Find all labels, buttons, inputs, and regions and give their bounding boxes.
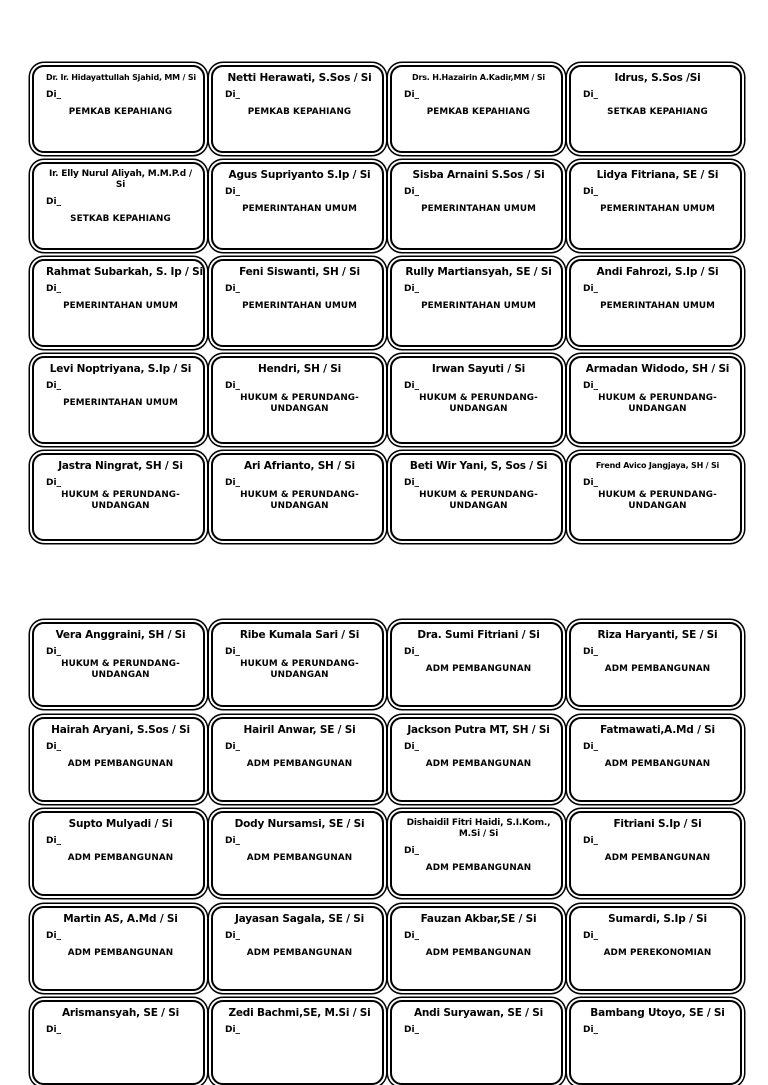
di-prefix: Di_ bbox=[46, 381, 62, 391]
recipient-department: PEMERINTAHAN UMUM bbox=[421, 301, 536, 311]
recipient-name: Rahmat Subarkah, S. Ip / Si bbox=[46, 266, 203, 278]
di-prefix: Di_ bbox=[225, 90, 241, 100]
di-prefix: Di_ bbox=[46, 1025, 62, 1035]
recipient-name: Supto Mulyadi / Si bbox=[68, 818, 173, 830]
address-label bbox=[390, 811, 563, 896]
address-label bbox=[32, 356, 205, 444]
recipient-name: Rully Martiansyah, SE / Si bbox=[405, 266, 552, 278]
di-prefix: Di_ bbox=[583, 930, 599, 941]
di-prefix: Di_ bbox=[225, 381, 241, 391]
address-label bbox=[211, 259, 384, 347]
di-prefix: Di_ bbox=[583, 90, 599, 100]
recipient-department: HUKUM & PERUNDANG-UNDANGAN bbox=[240, 659, 359, 680]
recipient-name: Beti Wir Yani, S, Sos / Si bbox=[409, 460, 548, 472]
address-label bbox=[211, 356, 384, 444]
address-label bbox=[32, 811, 205, 896]
di-prefix: Di_ bbox=[583, 478, 599, 488]
address-label bbox=[32, 259, 205, 347]
recipient-department: HUKUM & PERUNDANG-UNDANGAN bbox=[419, 393, 538, 414]
recipient-name: Lidya Fitriana, SE / Si bbox=[596, 169, 719, 181]
address-label bbox=[390, 162, 563, 250]
di-prefix: Di_ bbox=[404, 1025, 420, 1035]
di-prefix: Di_ bbox=[404, 90, 420, 100]
address-label bbox=[32, 622, 205, 707]
recipient-name: Frend Avico Jangjaya, SH / Si bbox=[595, 461, 720, 470]
di-prefix: Di_ bbox=[46, 197, 62, 207]
di-prefix: Di_ bbox=[46, 478, 62, 488]
recipient-department: ADM PEMBANGUNAN bbox=[425, 758, 532, 769]
di-prefix: Di_ bbox=[583, 741, 599, 752]
di-prefix: Di_ bbox=[404, 187, 420, 197]
recipient-name: Arismansyah, SE / Si bbox=[62, 1007, 179, 1019]
recipient-department: ADM PEMBANGUNAN bbox=[246, 758, 353, 769]
recipient-name: Irwan Sayuti / Si bbox=[431, 363, 526, 375]
di-prefix: Di_ bbox=[46, 647, 62, 657]
recipient-name: Levi Noptriyana, S.Ip / Si bbox=[49, 363, 192, 375]
address-label bbox=[32, 453, 205, 541]
recipient-department: ADM PEMBANGUNAN bbox=[604, 758, 711, 769]
di-prefix: Di_ bbox=[225, 647, 241, 657]
recipient-department: HUKUM & PERUNDANG-UNDANGAN bbox=[240, 490, 359, 511]
recipient-department: PEMERINTAHAN UMUM bbox=[421, 204, 536, 214]
di-prefix: Di_ bbox=[46, 930, 62, 941]
recipient-name: Dody Nursamsi, SE / Si bbox=[234, 818, 365, 830]
recipient-name: Fatmawati,A.Md / Si bbox=[600, 723, 715, 736]
recipient-name: Dra. Sumi Fitriani / Si bbox=[417, 629, 540, 641]
recipient-department: PEMERINTAHAN UMUM bbox=[600, 301, 715, 311]
recipient-name: Ir. Elly Nurul Aliyah, M.M.P.d / Si bbox=[49, 169, 192, 190]
recipient-department: ADM PEMBANGUNAN bbox=[604, 853, 711, 863]
di-prefix: Di_ bbox=[583, 836, 599, 846]
recipient-name: Fitriani S.Ip / Si bbox=[613, 818, 702, 830]
di-prefix: Di_ bbox=[225, 187, 241, 197]
di-prefix: Di_ bbox=[46, 284, 62, 294]
recipient-department: ADM PEMBANGUNAN bbox=[604, 664, 711, 674]
di-prefix: Di_ bbox=[225, 478, 241, 488]
recipient-name: Drs. H.Hazairin A.Kadir,MM / Si bbox=[412, 73, 545, 82]
address-label bbox=[32, 162, 205, 250]
label-sheet-bottom bbox=[32, 622, 742, 1085]
recipient-department: SETKAB KEPAHIANG bbox=[607, 107, 708, 117]
recipient-name: Fauzan Akbar,SE / Si bbox=[420, 912, 537, 925]
label-grid bbox=[32, 65, 742, 541]
address-label bbox=[569, 622, 742, 707]
recipient-department: PEMERINTAHAN UMUM bbox=[63, 398, 178, 408]
di-prefix: Di_ bbox=[404, 846, 420, 856]
di-prefix: Di_ bbox=[404, 647, 420, 657]
recipient-department: PEMERINTAHAN UMUM bbox=[242, 204, 357, 214]
address-label bbox=[211, 162, 384, 250]
address-label bbox=[569, 811, 742, 896]
address-label bbox=[390, 65, 563, 153]
recipient-department: HUKUM & PERUNDANG-UNDANGAN bbox=[419, 490, 538, 511]
recipient-name: Agus Supriyanto S.Ip / Si bbox=[228, 169, 371, 181]
address-label bbox=[569, 259, 742, 347]
recipient-department: ADM PEMBANGUNAN bbox=[425, 664, 532, 674]
recipient-name: Zedi Bachmi,SE, M.Si / Si bbox=[228, 1007, 371, 1019]
address-label bbox=[390, 1000, 563, 1085]
address-label bbox=[569, 65, 742, 153]
label-grid bbox=[32, 622, 742, 1085]
address-label bbox=[569, 1000, 742, 1085]
address-label bbox=[211, 1000, 384, 1085]
di-prefix: Di_ bbox=[225, 284, 241, 294]
di-prefix: Di_ bbox=[583, 284, 599, 294]
address-label bbox=[32, 717, 205, 802]
recipient-department: HUKUM & PERUNDANG-UNDANGAN bbox=[61, 490, 180, 511]
address-label bbox=[390, 259, 563, 347]
recipient-department: HUKUM & PERUNDANG-UNDANGAN bbox=[598, 490, 717, 511]
address-label bbox=[569, 717, 742, 802]
di-prefix: Di_ bbox=[583, 187, 599, 197]
address-label bbox=[211, 906, 384, 991]
recipient-name: Riza Haryanti, SE / Si bbox=[597, 629, 718, 641]
address-label bbox=[390, 356, 563, 444]
address-label bbox=[211, 453, 384, 541]
recipient-name: Netti Herawati, S.Sos / Si bbox=[227, 72, 372, 84]
recipient-name: Dishaidil Fitri Haidi, S.I.Kom., M.Si / Si bbox=[406, 818, 551, 839]
di-prefix: Di_ bbox=[404, 741, 420, 752]
di-prefix: Di_ bbox=[404, 478, 420, 488]
di-prefix: Di_ bbox=[583, 1025, 599, 1035]
recipient-name: Ribe Kumala Sari / Si bbox=[239, 629, 360, 641]
address-label bbox=[32, 906, 205, 991]
di-prefix: Di_ bbox=[583, 381, 599, 391]
address-label bbox=[211, 811, 384, 896]
recipient-name: Jackson Putra MT, SH / Si bbox=[407, 723, 550, 736]
recipient-department: ADM PEREKONOMIAN bbox=[603, 947, 712, 958]
address-label bbox=[569, 356, 742, 444]
recipient-department: ADM PEMBANGUNAN bbox=[425, 947, 532, 958]
address-label bbox=[32, 65, 205, 153]
di-prefix: Di_ bbox=[225, 741, 241, 752]
recipient-department: PEMERINTAHAN UMUM bbox=[242, 301, 357, 311]
recipient-name: Andi Fahrozi, S.Ip / Si bbox=[596, 266, 719, 278]
recipient-name: Feni Siswanti, SH / Si bbox=[239, 266, 360, 278]
recipient-name: Ari Afrianto, SH / Si bbox=[244, 460, 355, 472]
address-label bbox=[390, 453, 563, 541]
recipient-name: Idrus, S.Sos /Si bbox=[614, 72, 701, 84]
recipient-name: Hairah Aryani, S.Sos / Si bbox=[51, 723, 190, 736]
recipient-name: Armadan Widodo, SH / Si bbox=[585, 363, 730, 375]
address-label bbox=[390, 717, 563, 802]
recipient-department: SETKAB KEPAHIANG bbox=[70, 214, 171, 224]
recipient-name: Vera Anggraini, SH / Si bbox=[55, 629, 186, 641]
di-prefix: Di_ bbox=[404, 284, 420, 294]
recipient-department: ADM PEMBANGUNAN bbox=[67, 947, 174, 958]
recipient-name: Bambang Utoyo, SE / Si bbox=[590, 1007, 725, 1019]
address-label bbox=[569, 453, 742, 541]
address-label bbox=[569, 906, 742, 991]
address-label bbox=[211, 717, 384, 802]
di-prefix: Di_ bbox=[404, 381, 420, 391]
di-prefix: Di_ bbox=[404, 930, 420, 941]
recipient-name: Jayasan Sagala, SE / Si bbox=[234, 912, 365, 925]
recipient-name: Andi Suryawan, SE / Si bbox=[413, 1007, 544, 1019]
recipient-name: Hendri, SH / Si bbox=[258, 363, 341, 375]
di-prefix: Di_ bbox=[225, 930, 241, 941]
recipient-department: ADM PEMBANGUNAN bbox=[67, 853, 174, 863]
address-label bbox=[390, 622, 563, 707]
label-sheet-top bbox=[32, 65, 742, 541]
recipient-department: ADM PEMBANGUNAN bbox=[67, 758, 174, 769]
recipient-department: ADM PEMBANGUNAN bbox=[246, 853, 353, 863]
recipient-department: PEMERINTAHAN UMUM bbox=[63, 301, 178, 311]
recipient-department: ADM PEMBANGUNAN bbox=[425, 863, 532, 873]
di-prefix: Di_ bbox=[583, 647, 599, 657]
recipient-name: Martin AS, A.Md / Si bbox=[63, 912, 178, 925]
recipient-name: Sisba Arnaini S.Sos / Si bbox=[412, 169, 545, 181]
address-label bbox=[390, 906, 563, 991]
address-label bbox=[32, 1000, 205, 1085]
recipient-department: ADM PEMBANGUNAN bbox=[246, 947, 353, 958]
recipient-name: Sumardi, S.Ip / Si bbox=[608, 912, 707, 925]
recipient-name: Hairil Anwar, SE / Si bbox=[243, 723, 356, 736]
recipient-department: HUKUM & PERUNDANG-UNDANGAN bbox=[61, 659, 180, 680]
di-prefix: Di_ bbox=[225, 1025, 241, 1035]
address-label bbox=[569, 162, 742, 250]
address-label bbox=[211, 622, 384, 707]
recipient-department: PEMERINTAHAN UMUM bbox=[600, 204, 715, 214]
recipient-department: PEMKAB KEPAHIANG bbox=[68, 107, 173, 117]
recipient-department: PEMKAB KEPAHIANG bbox=[426, 107, 531, 117]
di-prefix: Di_ bbox=[46, 741, 62, 752]
di-prefix: Di_ bbox=[225, 836, 241, 846]
recipient-name: Jastra Ningrat, SH / Si bbox=[58, 460, 183, 472]
recipient-department: HUKUM & PERUNDANG-UNDANGAN bbox=[240, 393, 359, 414]
di-prefix: Di_ bbox=[46, 836, 62, 846]
di-prefix: Di_ bbox=[46, 90, 62, 100]
recipient-name: Dr. Ir. Hidayattullah Sjahid, MM / Si bbox=[46, 73, 196, 82]
recipient-department: PEMKAB KEPAHIANG bbox=[247, 107, 352, 117]
address-label bbox=[211, 65, 384, 153]
recipient-department: HUKUM & PERUNDANG-UNDANGAN bbox=[598, 393, 717, 414]
